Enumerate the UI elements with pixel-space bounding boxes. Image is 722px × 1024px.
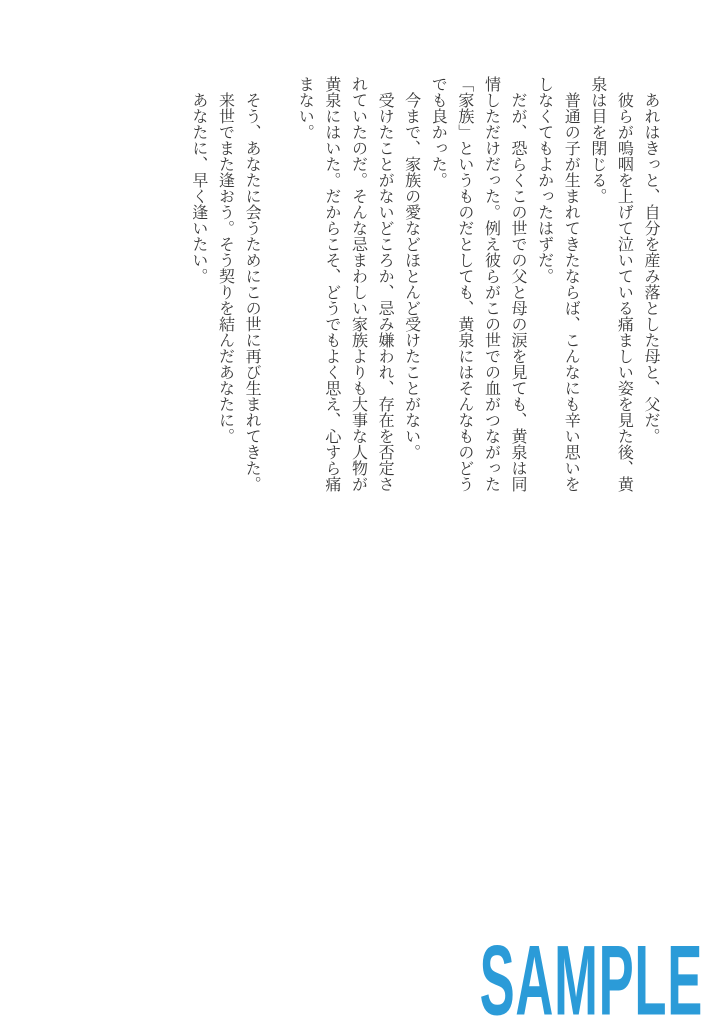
sample-watermark: SAMPLE	[479, 926, 703, 1024]
paragraph-1: あれはきっと、自分を産み落とした母と、父だ。	[642, 92, 659, 444]
text-block-1	[291, 76, 663, 492]
paragraph-6: 受けたことがないどころか、忌み嫌われ、存在を否定されていたのだ。そんな忌まわしい家族よりも大事な人物が黄泉にはいた。だからこそ、どうでもよく思え、心すら痛まない。	[296, 76, 394, 492]
paragraph-9: あなたに、早く逢いたい。	[189, 92, 207, 284]
paragraph-3: 普通の子が生まれてきたならば、こんなにも辛い思いをしなくてもよかったはずだ。	[535, 76, 580, 492]
paragraph-2: 彼らが嗚咽を上げて泣いている痛ましい姿を見た後、黄泉は目を閉じる。	[588, 76, 633, 492]
paragraph-8: 来世でまた逢おう。そう契りを結んだあなたに。	[216, 92, 234, 444]
text-block-2	[184, 76, 264, 492]
paragraph-5: 今まで、家族の愛などほとんど受けたことがない。	[402, 92, 420, 460]
body-text	[184, 76, 663, 492]
paragraph-7: そう、あなたに会うためにこの世に再び生まれてきた。	[243, 92, 261, 492]
paragraph-4: だが、恐らくこの世での父と母の涙を見ても、黄泉は同情しただけだった。例え彼らがこの世での血がつながった「家族」というものだとしても、黄泉にはそんなものどうでも良かった。	[429, 76, 527, 492]
